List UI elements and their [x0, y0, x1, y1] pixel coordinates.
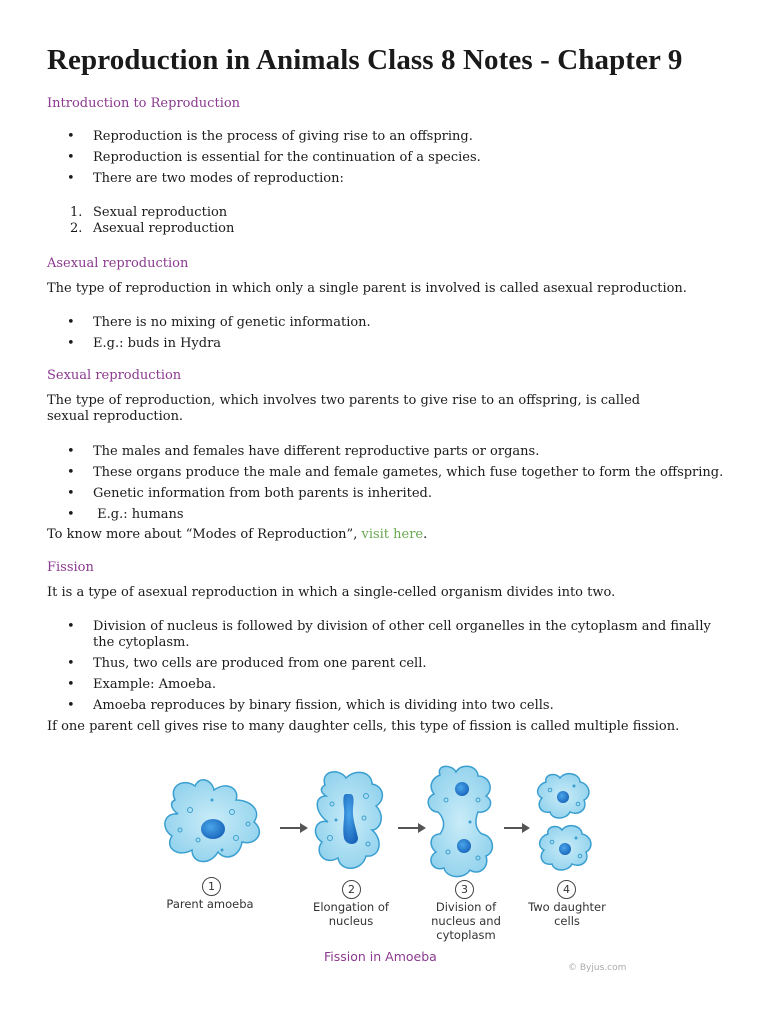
- fission-definition: It is a type of asexual reproduction in which a single-celled organism divides into two.: [47, 585, 616, 600]
- list-item: • Reproduction is essential for the continuation of a species.: [67, 150, 481, 165]
- daughter-cell-bottom: [540, 826, 591, 870]
- fission-bullets: [47, 619, 717, 714]
- list-item: • E.g.: humans: [67, 507, 184, 522]
- asexual-heading: Asexual reproduction: [47, 256, 189, 271]
- visit-here-link[interactable]: visit here: [361, 527, 424, 542]
- list-item: • The males and females have different reproductive parts or organs.: [67, 444, 540, 459]
- intro-heading: Introduction to Reproduction: [47, 96, 241, 111]
- figure-caption: Fission in Amoeba: [324, 949, 437, 964]
- step-number-1: 1: [202, 877, 221, 896]
- sexual-definition: The type of reproduction, which involves two parents to give rise to an offspring, is called sexual reproduction.: [47, 393, 641, 424]
- arrow-icon: [504, 823, 530, 833]
- asexual-definition: The type of reproduction in which only a single parent is involved is called asexual reproduction.: [47, 281, 687, 296]
- list-item: 2. Asexual reproduction: [70, 221, 235, 236]
- fission-heading: Fission: [47, 560, 94, 575]
- page-title: Reproduction in Animals Class 8 Notes - Chapter 9: [47, 44, 683, 76]
- figure-credit: © Byjus.com: [568, 963, 627, 973]
- elongating-amoeba-cell: [315, 772, 382, 868]
- step-label-3: Division of nucleus and cytoplasm: [431, 900, 501, 942]
- parent-amoeba-cell: [165, 780, 259, 862]
- step-number-3: 3: [455, 880, 474, 899]
- list-item: • Amoeba reproduces by binary fission, which is dividing into two cells.: [67, 698, 554, 713]
- list-item: • E.g.: buds in Hydra: [67, 336, 222, 351]
- list-item: • Division of nucleus is followed by division of other cell organelles in the cytoplasm and finally the cytoplasm.: [67, 619, 711, 650]
- arrow-icon: [280, 823, 308, 833]
- dividing-amoeba-cell: [428, 766, 492, 876]
- step-label-2: Elongation of nucleus: [313, 900, 389, 928]
- list-item: • There is no mixing of genetic information.: [67, 315, 371, 330]
- multiple-fission-text: If one parent cell gives rise to many daughter cells, this type of fission is called multiple fission.: [47, 719, 680, 734]
- step-number-4: 4: [557, 880, 576, 899]
- list-item: • Example: Amoeba.: [67, 677, 217, 692]
- list-item: • Reproduction is the process of giving rise to an offspring.: [67, 129, 473, 144]
- list-item: 1. Sexual reproduction: [70, 205, 228, 220]
- sexual-bullets: [47, 444, 723, 523]
- intro-bullets: [47, 129, 481, 187]
- sexual-heading: Sexual reproduction: [47, 368, 182, 383]
- asexual-bullets: [47, 315, 371, 352]
- step-number-2: 2: [342, 880, 361, 899]
- step-label-1: Parent amoeba: [166, 897, 254, 911]
- list-item: • There are two modes of reproduction:: [67, 171, 344, 186]
- list-item: • Genetic information from both parents is inherited.: [67, 486, 432, 501]
- step-label-4: Two daughter cells: [528, 900, 606, 928]
- daughter-cell-top: [538, 774, 589, 818]
- more-info-line: To know more about “Modes of Reproduction”, visit here.: [47, 527, 428, 542]
- modes-list: [47, 205, 234, 237]
- arrow-icon: [398, 823, 426, 833]
- list-item: • These organs produce the male and female gametes, which fuse together to form the offspring.: [67, 465, 724, 480]
- list-item: • Thus, two cells are produced from one parent cell.: [67, 656, 427, 671]
